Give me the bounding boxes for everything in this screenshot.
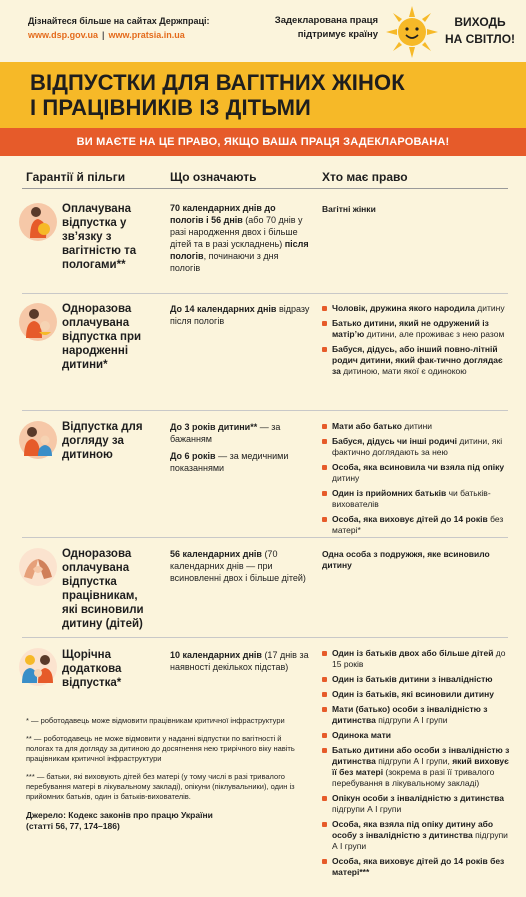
row-4-who [322, 549, 512, 571]
list-item [322, 648, 512, 670]
footnote-1: * — роботодавець може відмовити працівникам критичної інфраструктури [26, 716, 285, 725]
row-1-meaning-bold-1: 70 календарних днів до пологів і 56 днів [170, 203, 276, 225]
row-3-meaning-text-1: — за бажанням [170, 422, 281, 444]
slogan-line-2: НА СВІТЛО! [444, 32, 516, 46]
title-band [0, 62, 526, 128]
row-4-who-text: Одна особа з подружжя, яке всиновило дитину [322, 549, 490, 570]
list-item-text: дитини [401, 421, 433, 431]
row-1-title: Оплачувана відпустка у зв’язку з вагітністю та пологами** [62, 203, 137, 271]
list-item [322, 704, 512, 726]
list-item-bold: Батько дитини або особи з інвалідністю з дитинства [332, 745, 510, 766]
list-item [322, 689, 512, 700]
list-item-text: без матері* [332, 514, 504, 535]
list-item-bold: Один із батьків двох або більше дітей [332, 648, 494, 658]
list-item-bold: Особа, яка виховує дітей до 14 років [332, 514, 488, 524]
list-item-text: до 15 років [332, 648, 506, 669]
row-divider [22, 637, 508, 638]
list-item [322, 462, 512, 484]
list-item-text: підгрупи А І групи [332, 830, 508, 851]
list-item-bold: Бабуся, дідусь, або інший повно-літній родич дитини, який фак-тично доглядає за [332, 344, 503, 376]
list-item-bold: Один із батьків, які всиновили дитину [332, 689, 494, 699]
parent-hugging-child-icon [18, 420, 58, 460]
row-1-meaning-text-2: , починаючи з дня пологів [170, 251, 279, 273]
list-item-text: дитину [474, 303, 505, 313]
list-item [322, 421, 512, 432]
list-item-text: підгрупи А І групи, [375, 756, 453, 766]
list-item-text: чи батьків-вихователів [332, 488, 491, 509]
list-item-text-extra: (зокрема в разі її тривалого перебування в лікувальному закладі) [332, 767, 495, 788]
column-header-guarantees: Гарантії й пільги [26, 170, 126, 184]
list-item-bold: Один із прийомних батьків [332, 488, 447, 498]
list-item [322, 488, 512, 510]
footnotes [26, 716, 296, 832]
site-link-pratsia[interactable]: www.pratsia.in.ua [108, 30, 185, 40]
list-item-text: дитиною, мати якої є одинокою [340, 366, 467, 376]
list-item-bold-extra: який виховує її без матері [332, 756, 509, 777]
row-1-meaning [170, 202, 310, 274]
row-1-meaning-bold-2: після пологів [170, 239, 309, 261]
column-header-meaning: Що означають [170, 170, 257, 184]
row-5-meaning-bold: 10 календарних днів [170, 650, 262, 660]
row-1-who [322, 204, 512, 215]
list-item [322, 436, 512, 458]
source-line-2: (статті 56, 77, 174–186) [26, 821, 120, 831]
list-item-bold: Опікун особи з інвалідністю з дитинства [332, 793, 504, 803]
list-item [322, 793, 512, 815]
pregnant-woman-icon [18, 202, 58, 242]
top-bar [0, 0, 526, 62]
row-3-meaning-text-2: — за медичними показаннями [170, 451, 289, 473]
row-divider [22, 537, 508, 538]
sun-logo-icon [384, 4, 440, 60]
slogan [442, 14, 518, 48]
list-item [322, 318, 512, 340]
list-item [322, 674, 512, 685]
list-item-bold: Бабуся, дідусь чи інші родичі [332, 436, 458, 446]
row-5-who [322, 648, 512, 882]
header-divider [22, 188, 508, 189]
hands-icon [18, 547, 58, 587]
list-item-bold: Батько дитини, який не одружений із матір’ю [332, 318, 489, 339]
list-item-text: дитини, але проживає з нею разом [364, 329, 505, 339]
subtitle-band [0, 128, 526, 156]
row-4-title: Одноразова оплачувана відпустка працівникам, які всиновили дитину (дітей) [62, 548, 144, 630]
list-item-bold: Одинока мати [332, 730, 391, 740]
row-1-meaning-text-1: (або 70 днів у разі народження двох і більше дітей та в разі ускладнень) [170, 215, 303, 249]
family-icon [18, 647, 58, 687]
list-item-bold: Особа, яка всиновила чи взяла під опіку [332, 462, 505, 472]
list-item [322, 745, 512, 789]
row-3-title: Відпустка для догляду за дитиною [62, 421, 143, 461]
url-separator: | [102, 30, 105, 40]
list-item-text: підгрупи А І групи [332, 804, 402, 814]
list-item [322, 303, 512, 314]
row-5-meaning-text: (17 днів за наявності декількох підстав) [170, 650, 309, 672]
list-item [322, 514, 512, 536]
list-item [322, 730, 512, 741]
list-item [322, 819, 512, 852]
list-item [322, 856, 512, 878]
row-4-meaning-bold: 56 календарних днів [170, 549, 262, 559]
site-info [28, 14, 210, 42]
row-4-meaning [170, 548, 310, 584]
row-2-who [322, 303, 512, 381]
row-4-meaning-text: (70 календарних днів — при всиновленні двох і більше дітей) [170, 549, 306, 583]
title-line-2: І ПРАЦІВНИКІВ ІЗ ДІТЬМИ [30, 95, 311, 120]
row-3-meaning-bold-1: До 3 років дитини** [170, 422, 258, 432]
footnote-2: ** — роботодавець не може відмовити у наданні відпустки по вагітності й пологах та для догляду за дитиною до досягнення нею трирічного віку навіть працівникам критичної інфраструктури [26, 734, 295, 763]
page-title [30, 70, 405, 120]
row-3-meaning-bold-2: До 6 років [170, 451, 216, 461]
declared-work-text [268, 14, 378, 42]
row-2-title: Одноразова оплачувана відпустка при народженні дитини* [62, 303, 142, 371]
row-5-title: Щорічна додаткова відпустка* [62, 649, 122, 689]
list-item-bold: Особа, яка виховує дітей до 14 років без матері*** [332, 856, 505, 877]
declared-line-1: Задекларована праця [274, 15, 378, 26]
row-2-meaning [170, 303, 310, 327]
row-3-who [322, 421, 512, 540]
mother-with-baby-icon [18, 302, 58, 342]
list-item [322, 344, 512, 377]
list-item-bold: Мати або батько [332, 421, 402, 431]
declared-line-2: підтримує країну [297, 29, 378, 40]
row-3-meaning-p2 [170, 450, 310, 474]
row-2-meaning-bold: До 14 календарних днів [170, 304, 277, 314]
row-divider [22, 293, 508, 294]
title-line-1: ВІДПУСТКИ ДЛЯ ВАГІТНИХ ЖІНОК [30, 70, 405, 95]
list-item-bold: Особа, яка взяла під опіку дитину або особу з інвалідністю з дитинства [332, 819, 494, 840]
row-3-meaning [170, 421, 310, 479]
list-item-text: підгрупи А І групи [375, 715, 448, 725]
subtitle: ВИ МАЄТЕ НА ЦЕ ПРАВО, ЯКЩО ВАША ПРАЦЯ ЗАДЕКЛАРОВАНА! [76, 136, 450, 148]
list-item-bold: Мати (батько) особи з інвалідністю з дитинства [332, 704, 488, 725]
row-divider [22, 410, 508, 411]
column-header-who: Хто має право [322, 170, 408, 184]
list-item-bold: Один із батьків дитини з інвалідністю [332, 674, 493, 684]
source [26, 810, 296, 832]
list-item-bold: Чоловік, дружина якого народила [332, 303, 475, 313]
slogan-line-1: ВИХОДЬ [454, 15, 506, 29]
site-label: Дізнайтеся більше на сайтах Держпраці: [28, 16, 210, 26]
footnote-3: *** — батьки, які виховують дітей без матері (у тому числі в разі тривалого перебування матері в лікувальному закладі), опікуни (піклувальники), один із прийомних батьків, один із батьків-вихователів. [26, 772, 295, 801]
row-2-meaning-text: відразу після пологів [170, 304, 310, 326]
source-line-1: Джерело: Кодекс законів про працю України [26, 810, 213, 820]
row-1-who-text: Вагітні жінки [322, 204, 376, 214]
row-3-meaning-p1 [170, 421, 310, 445]
list-item-text: дитину [332, 473, 360, 483]
list-item-text: дитини, які фактично доглядають за нею [332, 436, 503, 457]
site-link-dsp[interactable]: www.dsp.gov.ua [28, 30, 99, 40]
row-5-meaning [170, 649, 310, 673]
